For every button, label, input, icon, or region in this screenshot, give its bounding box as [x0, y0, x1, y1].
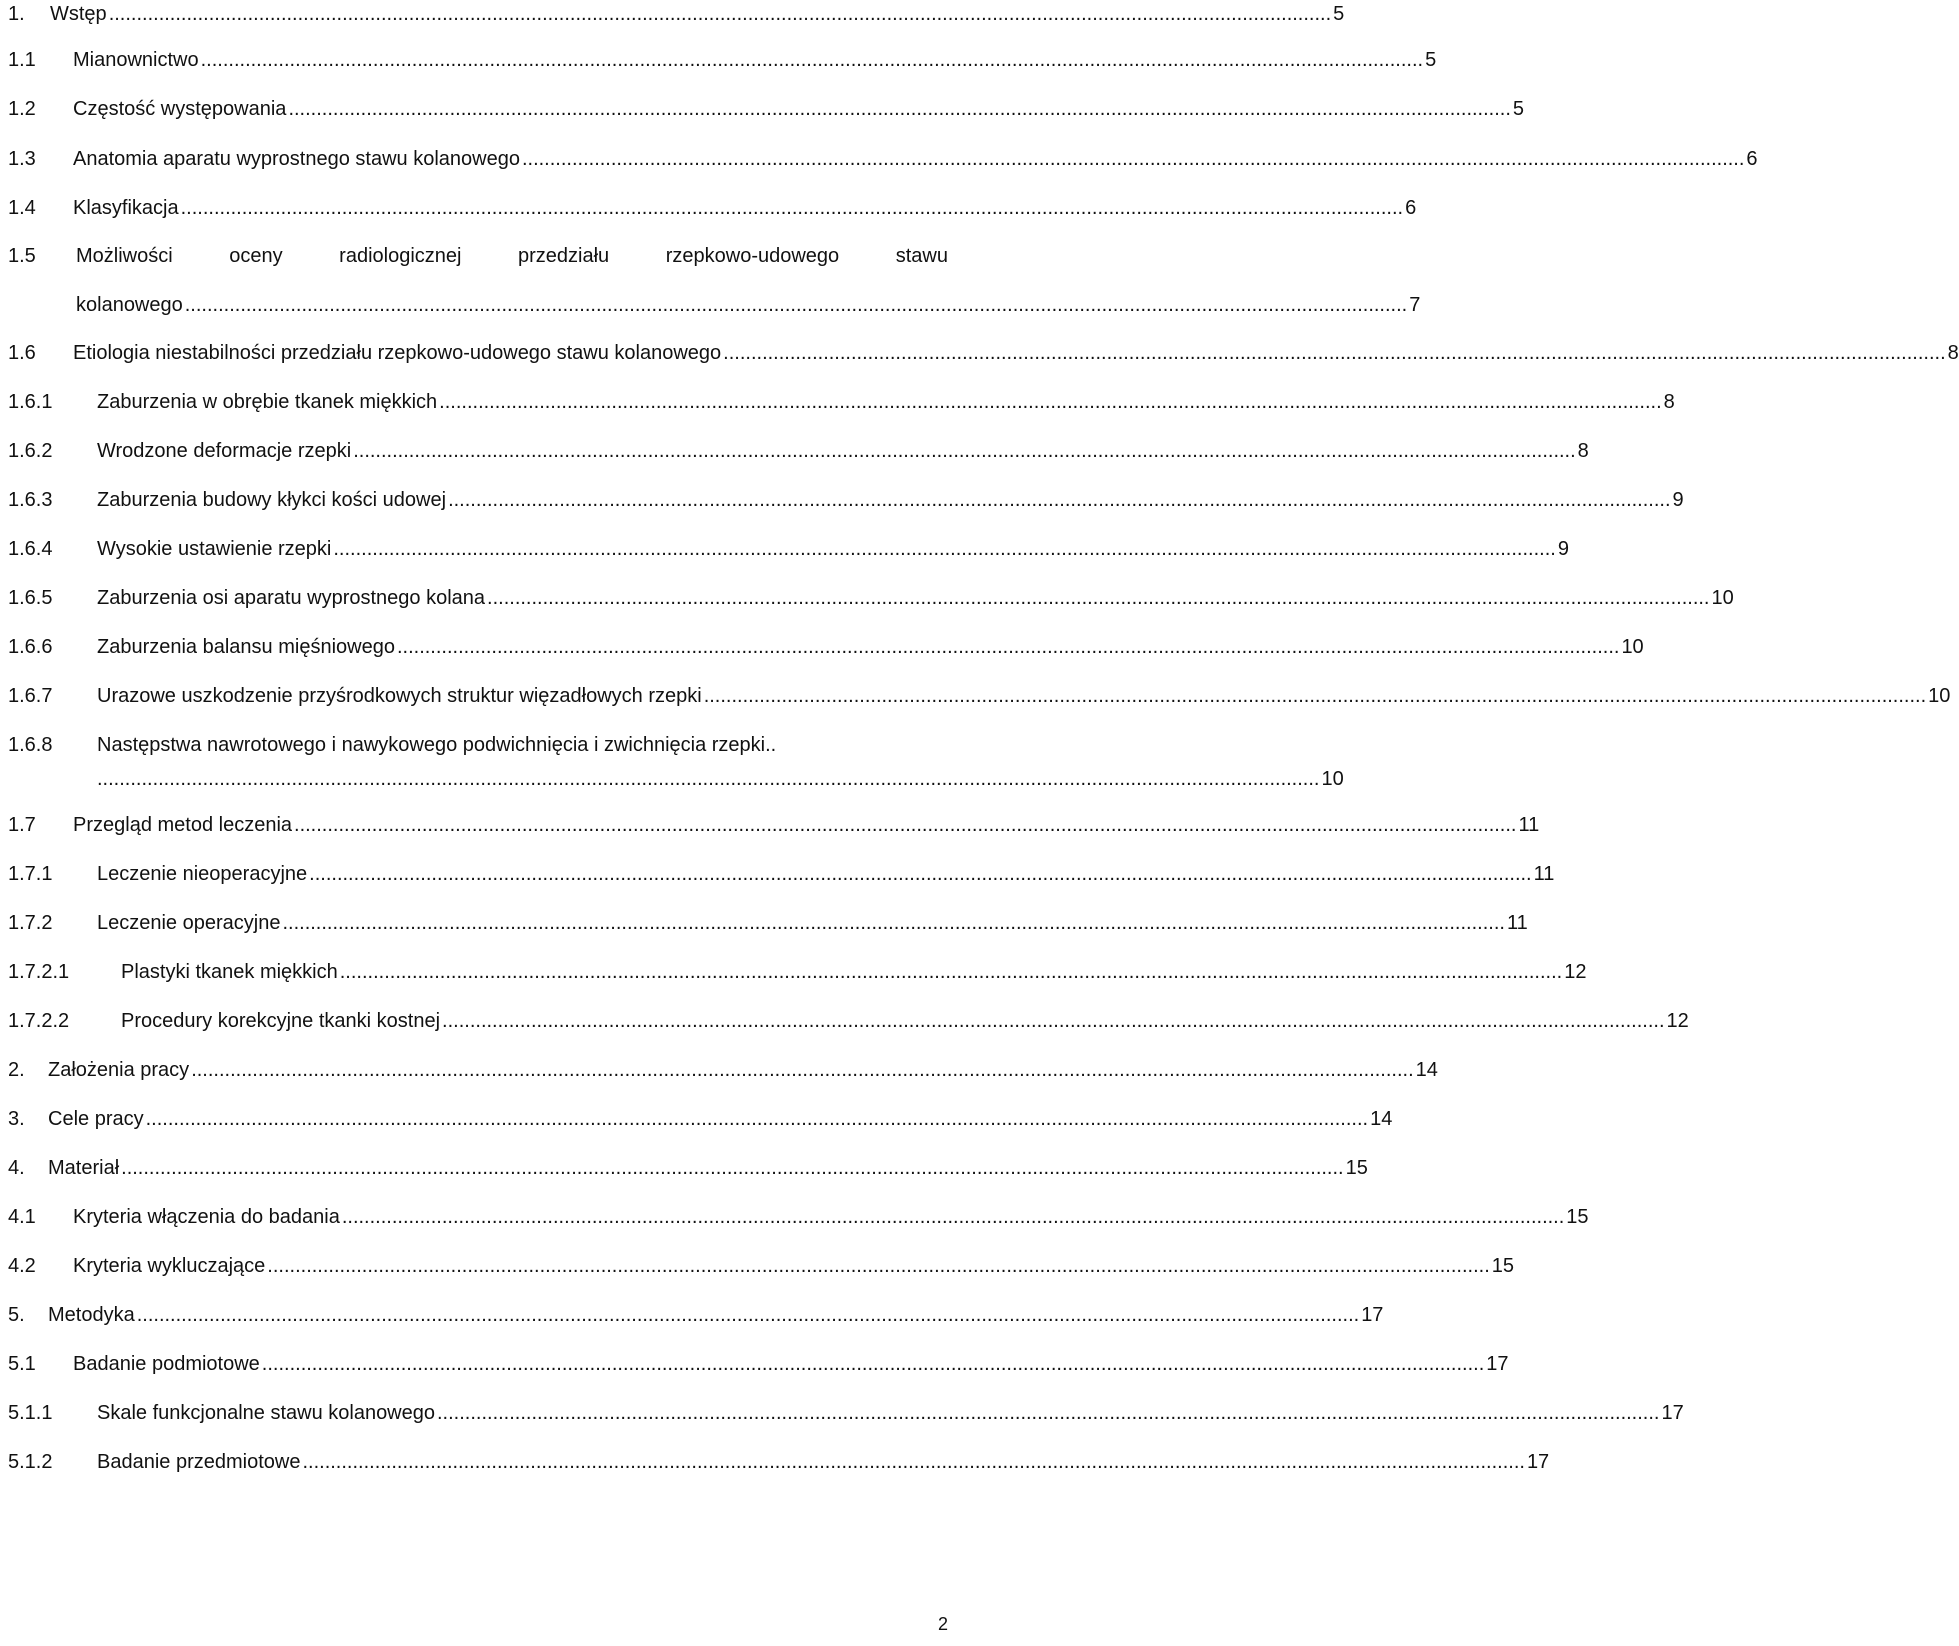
dot-leader: ............................................................................................................................................................................................................................ — [442, 1010, 1665, 1032]
toc-title: Mianownictwo — [73, 49, 199, 71]
toc-page: 12 — [1666, 1010, 1689, 1032]
toc-page: 12 — [1564, 961, 1587, 983]
toc-page: 7 — [1409, 294, 1421, 316]
toc-page: 9 — [1672, 489, 1684, 511]
toc-title: Badanie podmiotowe — [73, 1353, 260, 1375]
toc-title-word: oceny — [229, 245, 283, 267]
toc-title: Leczenie operacyjne — [97, 912, 281, 934]
toc-page: 11 — [1506, 912, 1528, 934]
toc-title-word: Możliwości — [76, 245, 173, 267]
toc-number: 1.2 — [8, 98, 36, 120]
toc-number: 1.6 — [8, 342, 36, 364]
dot-leader: ............................................................................................................................................................................................................................ — [184, 294, 1408, 316]
toc-number: 1.6.1 — [8, 391, 53, 413]
toc-title: Wysokie ustawienie rzepki — [97, 538, 332, 560]
dot-leader: ............................................................................................................................................................................................................................ — [353, 440, 1576, 462]
toc-title: Procedury korekcyjne tkanki kostnej — [121, 1010, 441, 1032]
dot-leader: ............................................................................................................................................................................................................................ — [108, 3, 1332, 25]
toc-page: 17 — [1661, 1402, 1684, 1424]
toc-number: 5.1.1 — [8, 1402, 53, 1424]
toc-title: Cele pracy — [48, 1108, 144, 1130]
toc-page: 15 — [1566, 1206, 1589, 1228]
dot-leader: ............................................................................................................................................................................................................................ — [703, 685, 1927, 707]
dot-leader: ............................................................................................................................................................................................................................ — [309, 863, 1532, 885]
toc-title-word: przedziału — [518, 245, 610, 267]
toc-page: 9 — [1557, 538, 1569, 560]
toc-page: 14 — [1415, 1059, 1438, 1081]
toc-title-word: stawu — [895, 245, 948, 267]
toc-page: 17 — [1486, 1353, 1509, 1375]
toc-number: 1.3 — [8, 148, 36, 170]
toc-number: 1.7.2 — [8, 912, 53, 934]
dot-leader: ............................................................................................................................................................................................................................ — [180, 197, 1404, 219]
toc-page: 5 — [1425, 49, 1437, 71]
toc-title: Materiał — [48, 1157, 120, 1179]
toc-title-continuation: kolanowego — [76, 294, 183, 316]
toc-page: 10 — [1711, 587, 1734, 609]
dot-leader: ............................................................................................................................................................................................................................ — [448, 489, 1671, 511]
toc-number: 5.1.2 — [8, 1451, 53, 1473]
toc-number: 1.6.8 — [8, 734, 53, 756]
toc-page: 10 — [1321, 768, 1344, 790]
toc-title: Badanie przedmiotowe — [97, 1451, 301, 1473]
toc-number: 3. — [8, 1108, 25, 1130]
toc-title: Zaburzenia w obrębie tkanek miękkich — [97, 391, 438, 413]
toc-number: 1.6.3 — [8, 489, 53, 511]
dot-leader: ............................................................................................................................................................................................................................ — [294, 814, 1517, 836]
toc-number: 5. — [8, 1304, 25, 1326]
toc-page: 5 — [1512, 98, 1525, 120]
dot-leader: ............................................................................................................................................................................................................................ — [333, 538, 1556, 560]
toc-title: Klasyfikacja — [73, 197, 179, 219]
dot-leader: ............................................................................................................................................................................................................................ — [521, 148, 1745, 170]
dot-leader: ............................................................................................................................................................................................................................ — [145, 1108, 1369, 1130]
toc-page: 14 — [1370, 1108, 1393, 1130]
dot-leader: ............................................................................................................................................................................................................................ — [302, 1451, 1525, 1473]
toc-page: 17 — [1526, 1451, 1550, 1473]
toc-number: 4. — [8, 1157, 25, 1179]
toc-title: Kryteria wykluczające — [73, 1255, 266, 1277]
toc-title: Metodyka — [48, 1304, 135, 1326]
dot-leader: ............................................................................................................................................................................................................................ — [487, 587, 1710, 609]
toc-title: Urazowe uszkodzenie przyśrodkowych struktur więzadłowych rzepki — [97, 685, 702, 707]
toc-title: Zaburzenia osi aparatu wyprostnego kolana — [97, 587, 486, 609]
toc-page: 15 — [1345, 1157, 1368, 1179]
toc-title-word: rzepkowo-udowego — [665, 245, 840, 267]
dot-leader: ............................................................................................................................................................................................................................ — [191, 1059, 1414, 1081]
page-number: 2 — [937, 1614, 948, 1634]
toc-page: 17 — [1361, 1304, 1384, 1326]
toc-number: 5.1 — [8, 1353, 36, 1375]
toc-number: 1.7 — [8, 814, 36, 836]
toc-number: 1.6.4 — [8, 538, 53, 560]
dot-leader: ............................................................................................................................................................................................................................ — [200, 49, 1424, 71]
toc-title: Zaburzenia budowy kłykci kości udowej — [97, 489, 447, 511]
toc-number: 1.1 — [8, 49, 36, 71]
dot-leader: ............................................................................................................................................................................................................................ — [437, 1402, 1660, 1424]
toc-page: 5 — [1333, 3, 1345, 25]
toc-number: 4.1 — [8, 1206, 36, 1228]
dot-leader: ............................................................................................................................................................................................................................ — [136, 1304, 1360, 1326]
dot-leader: ............................................................................................................................................................................................................................ — [282, 912, 1505, 934]
toc-title: Kryteria włączenia do badania — [73, 1206, 340, 1228]
toc-page: 10 — [1928, 685, 1951, 707]
dot-leader: ............................................................................................................................................................................................................................ — [288, 98, 1511, 120]
toc-number: 1.6.6 — [8, 636, 53, 658]
toc-number: 1.7.1 — [8, 863, 53, 885]
toc-number: 1.6.2 — [8, 440, 53, 462]
toc-page: 15 — [1491, 1255, 1515, 1277]
dot-leader: ............................................................................................................................................................................................................................ — [341, 1206, 1565, 1228]
dot-leader: ............................................................................................................................................................................................................................ — [439, 391, 1662, 413]
toc-number: 1. — [8, 3, 25, 25]
toc-title: Przegląd metod leczenia — [73, 814, 293, 836]
dot-leader: ............................................................................................................................................................................................................................ — [121, 1157, 1344, 1179]
toc-page: 8 — [1947, 342, 1959, 364]
toc-number: 1.6.7 — [8, 685, 53, 707]
toc-number: 1.7.2.1 — [8, 961, 70, 983]
toc-title: Plastyki tkanek miękkich — [121, 961, 338, 983]
toc-title-word: radiologicznej — [339, 245, 462, 267]
dot-leader: ............................................................................................................................................................................................................................ — [396, 636, 1620, 658]
toc-title: Leczenie nieoperacyjne — [97, 863, 308, 885]
toc-page: 8 — [1577, 440, 1589, 462]
toc-page: 6 — [1746, 148, 1758, 170]
dot-leader: ............................................................................................................................................................................................................................ — [339, 961, 1563, 983]
toc-title: Zaburzenia balansu mięśniowego — [97, 636, 395, 658]
dot-leader: ............................................................................................................................................................................................................................ — [267, 1255, 1490, 1277]
toc-title: Następstwa nawrotowego i nawykowego podwichnięcia i zwichnięcia rzepki.. — [97, 734, 777, 756]
toc-title: Anatomia aparatu wyprostnego stawu kolanowego — [73, 148, 520, 170]
toc-page: 11 — [1533, 863, 1555, 885]
dot-leader: ............................................................................................................................................................................................................................ — [261, 1353, 1485, 1375]
dot-leader: ............................................................................................................................................................................................................................ — [723, 342, 1946, 364]
toc-page: 6 — [1405, 197, 1417, 219]
toc-number: 2. — [8, 1059, 25, 1081]
toc-page: 8 — [1663, 391, 1675, 413]
toc-number: 1.4 — [8, 197, 36, 219]
toc-number: 1.6.5 — [8, 587, 53, 609]
toc-number: 4.2 — [8, 1255, 36, 1277]
toc-number: 1.5 — [8, 245, 36, 267]
toc-title: Założenia pracy — [48, 1059, 190, 1081]
toc-title: Częstość występowania — [73, 98, 287, 120]
toc-title-justified — [76, 244, 948, 268]
toc-page: 11 — [1518, 814, 1540, 836]
toc-title: Wstęp — [50, 3, 107, 25]
dot-leader: ............................................................................................................................................................................................................................ — [97, 768, 1320, 790]
toc-page: 10 — [1621, 636, 1644, 658]
toc-title: Etiologia niestabilności przedziału rzepkowo-udowego stawu kolanowego — [73, 342, 722, 364]
toc-title: Wrodzone deformacje rzepki — [97, 440, 352, 462]
toc-number: 1.7.2.2 — [8, 1010, 70, 1032]
toc-title: Skale funkcjonalne stawu kolanowego — [97, 1402, 435, 1424]
